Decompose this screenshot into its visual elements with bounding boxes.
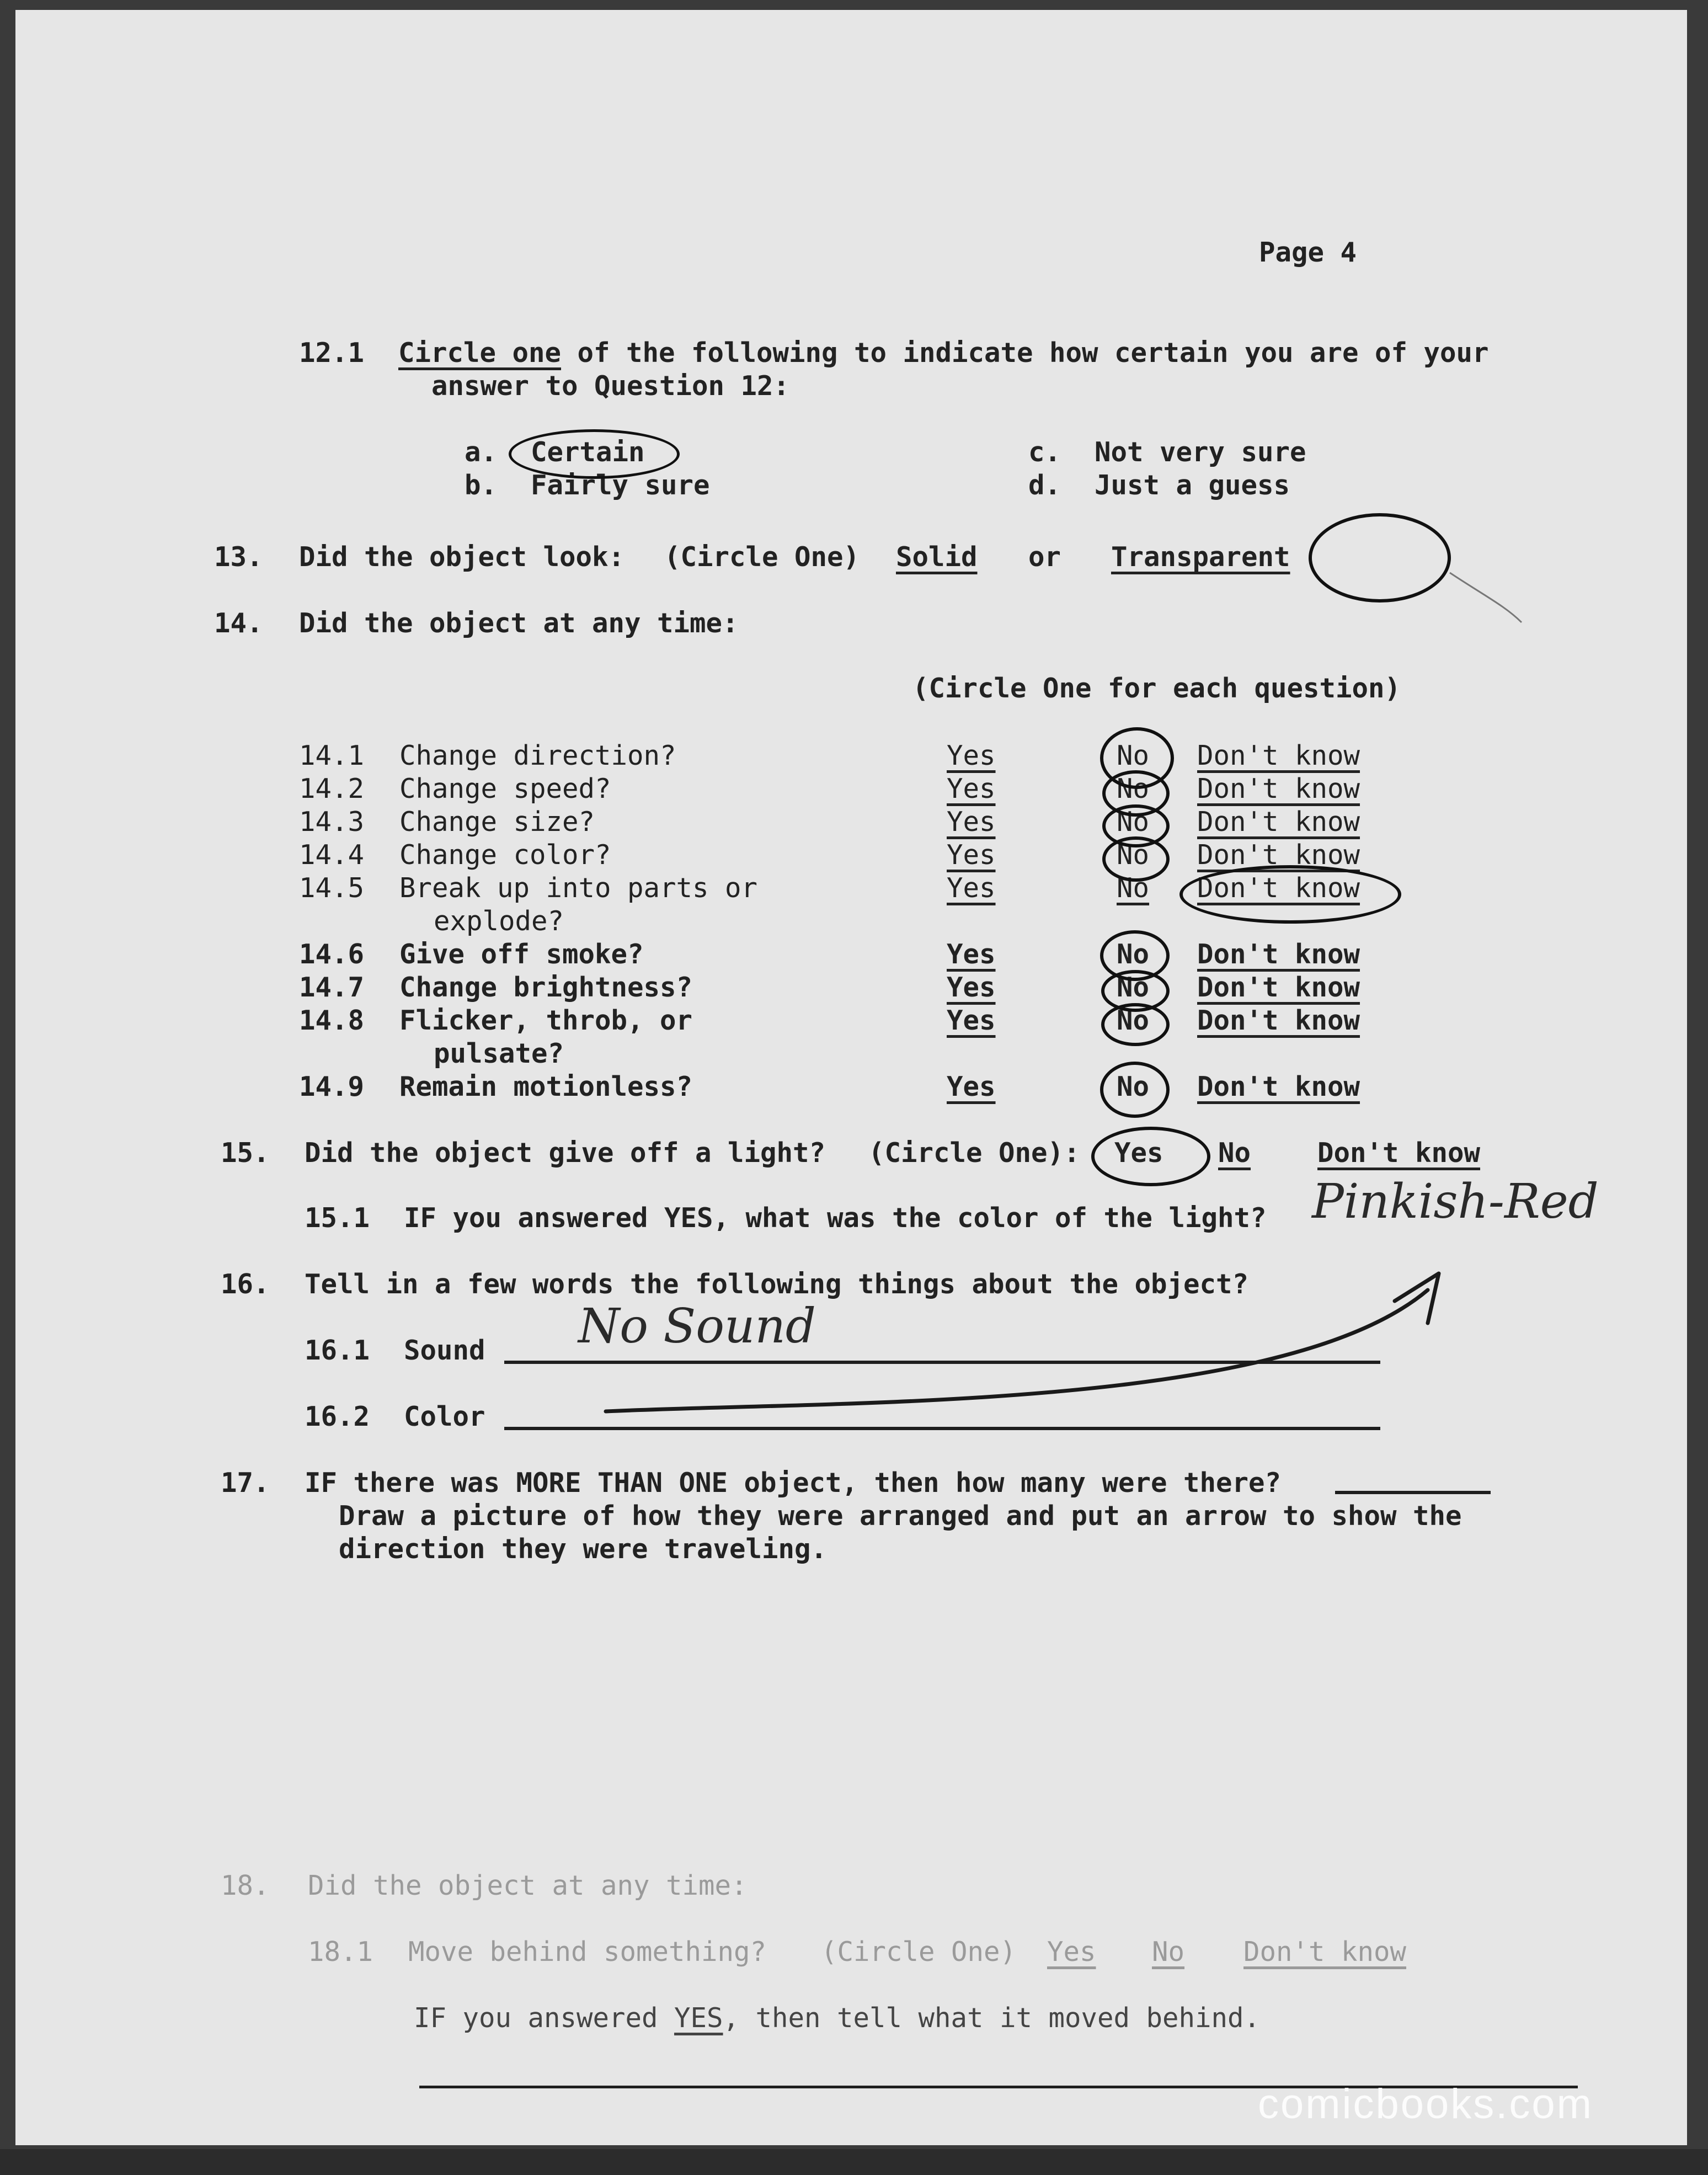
q14-text: Did the object at any time: bbox=[299, 607, 739, 639]
q16-1-label: Sound bbox=[404, 1335, 485, 1366]
q14-5-text-line2: explode? bbox=[434, 905, 564, 937]
q16-2-number: 16.2 bbox=[305, 1401, 370, 1432]
q14-2-no[interactable]: No bbox=[1117, 773, 1150, 804]
q14-9-yes[interactable]: Yes bbox=[947, 1071, 996, 1102]
q14-5-yes[interactable]: Yes bbox=[947, 872, 996, 904]
q18-1-instruction: (Circle One) bbox=[821, 1936, 1017, 1968]
q14-2-dont-know[interactable]: Don't know bbox=[1197, 773, 1360, 804]
q12-1-option-b-key: b. bbox=[465, 470, 498, 501]
q16-1-number: 16.1 bbox=[305, 1335, 370, 1366]
q14-6-text: Give off smoke? bbox=[399, 939, 644, 970]
form-page bbox=[15, 10, 1687, 2145]
q17-line2: Draw a picture of how they were arranged and put an arrow to show the bbox=[339, 1500, 1462, 1532]
q15-1-text: IF you answered YES, what was the color of the light? bbox=[404, 1202, 1267, 1234]
q16-2-label: Color bbox=[404, 1401, 485, 1432]
q14-4-yes[interactable]: Yes bbox=[947, 839, 996, 871]
q15-text: Did the object give off a light? bbox=[305, 1137, 826, 1169]
q15-instruction: (Circle One): bbox=[868, 1137, 1080, 1169]
q15-1-number: 15.1 bbox=[305, 1202, 370, 1234]
q14-4-dont-know[interactable]: Don't know bbox=[1197, 839, 1360, 871]
q17-line1: IF there was MORE THAN ONE object, then how many were there? bbox=[305, 1467, 1282, 1499]
q14-3-no[interactable]: No bbox=[1117, 806, 1150, 838]
q14-4-text: Change color? bbox=[399, 839, 611, 871]
q18-1-text: Move behind something? bbox=[408, 1936, 767, 1968]
q18-followup-post: , then tell what it moved behind. bbox=[723, 2002, 1261, 2034]
q14-8-number: 14.8 bbox=[299, 1005, 365, 1036]
q12-1-number: 12.1 bbox=[299, 337, 365, 369]
q14-5-dont-know[interactable]: Don't know bbox=[1197, 872, 1360, 904]
q12-1-option-b-label[interactable]: Fairly sure bbox=[531, 470, 710, 501]
q12-1-option-d-key: d. bbox=[1028, 470, 1061, 501]
q15-yes[interactable]: Yes bbox=[1114, 1137, 1163, 1169]
q18-1-dont-know[interactable]: Don't know bbox=[1243, 1936, 1407, 1968]
q13-number: 13. bbox=[214, 541, 263, 573]
q14-3-text: Change size? bbox=[399, 806, 595, 838]
q15-1-handwritten-answer[interactable]: Pinkish-Red bbox=[1312, 1174, 1599, 1229]
q17-line3: direction they were traveling. bbox=[339, 1533, 828, 1565]
q14-9-number: 14.9 bbox=[299, 1071, 365, 1102]
q18-1-no[interactable]: No bbox=[1152, 1936, 1185, 1968]
q14-4-number: 14.4 bbox=[299, 839, 365, 871]
q14-3-number: 14.3 bbox=[299, 806, 365, 838]
q13-option-transparent[interactable]: Transparent bbox=[1111, 541, 1290, 573]
q14-8-no[interactable]: No bbox=[1117, 1005, 1150, 1036]
q17-number: 17. bbox=[221, 1467, 270, 1499]
q12-1-option-a-key: a. bbox=[465, 436, 498, 468]
q18-text: Did the object at any time: bbox=[308, 1870, 748, 1901]
q14-6-number: 14.6 bbox=[299, 939, 365, 970]
page-number: Page 4 bbox=[1259, 237, 1357, 268]
q18-number: 18. bbox=[221, 1870, 270, 1901]
q14-9-text: Remain motionless? bbox=[399, 1071, 693, 1102]
q13-or: or bbox=[1028, 541, 1061, 573]
q18-followup-pre: IF you answered bbox=[414, 2002, 658, 2034]
q14-1-number: 14.1 bbox=[299, 740, 365, 771]
q14-1-text: Change direction? bbox=[399, 740, 676, 771]
q18-1-number: 18.1 bbox=[308, 1936, 373, 1968]
q14-5-no[interactable]: No bbox=[1117, 872, 1150, 904]
q14-1-dont-know[interactable]: Don't know bbox=[1197, 740, 1360, 771]
q12-1-text-line2: answer to Question 12: bbox=[431, 370, 790, 402]
q14-2-yes[interactable]: Yes bbox=[947, 773, 996, 804]
q14-4-no[interactable]: No bbox=[1117, 839, 1150, 871]
q15-no[interactable]: No bbox=[1218, 1137, 1251, 1169]
scan-edge bbox=[0, 2149, 1708, 2175]
q14-8-dont-know[interactable]: Don't know bbox=[1197, 1005, 1360, 1036]
q16-1-handwritten-answer[interactable]: No Sound bbox=[578, 1299, 816, 1354]
q18-followup-yes: YES bbox=[674, 2002, 723, 2034]
watermark: comicbooks.com bbox=[1258, 2081, 1593, 2128]
q14-number: 14. bbox=[214, 607, 263, 639]
q12-1-option-c-key: c. bbox=[1028, 436, 1061, 468]
q14-9-no[interactable]: No bbox=[1117, 1071, 1150, 1102]
q14-5-number: 14.5 bbox=[299, 872, 365, 904]
q14-2-text: Change speed? bbox=[399, 773, 611, 804]
q14-3-yes[interactable]: Yes bbox=[947, 806, 996, 838]
q12-1-option-c-label[interactable]: Not very sure bbox=[1095, 436, 1306, 468]
q16-text: Tell in a few words the following things about the object? bbox=[305, 1268, 1249, 1300]
q14-8-text-line2: pulsate? bbox=[434, 1038, 564, 1069]
q14-2-number: 14.2 bbox=[299, 773, 365, 804]
q14-instruction: (Circle One for each question) bbox=[912, 673, 1401, 704]
q14-6-dont-know[interactable]: Don't know bbox=[1197, 939, 1360, 970]
q14-1-no[interactable]: No bbox=[1117, 740, 1150, 771]
q14-7-no[interactable]: No bbox=[1117, 972, 1150, 1003]
q14-5-text: Break up into parts or bbox=[399, 872, 758, 904]
q14-6-no[interactable]: No bbox=[1117, 939, 1150, 970]
q13-instruction: (Circle One) bbox=[664, 541, 860, 573]
q14-7-text: Change brightness? bbox=[399, 972, 693, 1003]
q12-1-option-d-label[interactable]: Just a guess bbox=[1095, 470, 1290, 501]
q16-number: 16. bbox=[221, 1268, 270, 1300]
q15-number: 15. bbox=[221, 1137, 270, 1169]
q13-text: Did the object look: bbox=[299, 541, 625, 573]
q12-1-option-a-label[interactable]: Certain bbox=[531, 436, 645, 468]
q14-3-dont-know[interactable]: Don't know bbox=[1197, 806, 1360, 838]
q14-8-yes[interactable]: Yes bbox=[947, 1005, 996, 1036]
q14-9-dont-know[interactable]: Don't know bbox=[1197, 1071, 1360, 1102]
q14-1-yes[interactable]: Yes bbox=[947, 740, 996, 771]
q12-1-circle-one: Circle one bbox=[398, 337, 562, 369]
q14-7-dont-know[interactable]: Don't know bbox=[1197, 972, 1360, 1003]
q14-8-text: Flicker, throb, or bbox=[399, 1005, 693, 1036]
q12-1-text-rest: of the following to indicate how certain you are of your bbox=[577, 337, 1489, 369]
q13-option-solid[interactable]: Solid bbox=[896, 541, 978, 573]
q14-7-yes[interactable]: Yes bbox=[947, 972, 996, 1003]
handwritten-arrow-icon bbox=[15, 10, 1687, 2145]
q14-6-yes[interactable]: Yes bbox=[947, 939, 996, 970]
q15-dont-know[interactable]: Don't know bbox=[1317, 1137, 1481, 1169]
q14-7-number: 14.7 bbox=[299, 972, 365, 1003]
q18-1-yes[interactable]: Yes bbox=[1047, 1936, 1096, 1968]
